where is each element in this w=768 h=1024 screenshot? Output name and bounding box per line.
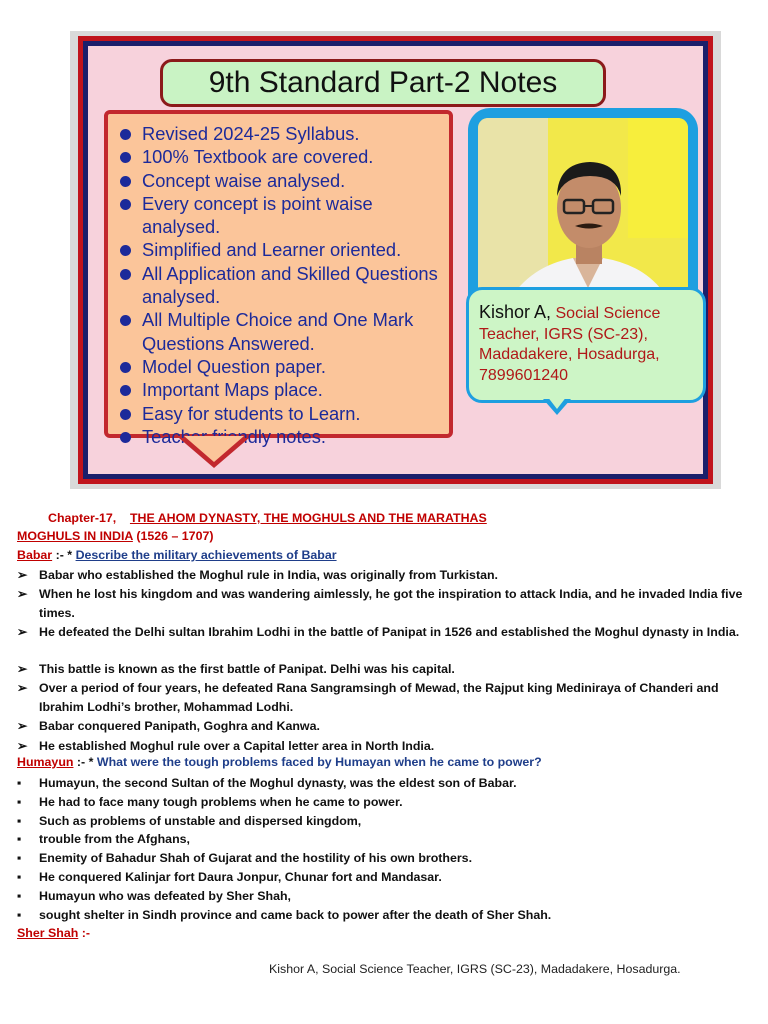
humayun-question: What were the tough problems faced by Humayan when he came to power?: [96, 755, 542, 769]
banner-red-border: [78, 36, 713, 484]
square-bullet-icon: ▪: [17, 851, 22, 865]
square-bullet-icon: ▪: [17, 795, 22, 809]
feature-item: Easy for students to Learn.: [118, 402, 443, 425]
humayun-point: ▪ He had to face many tough problems when he came to power.: [17, 793, 757, 812]
square-bullet-icon: ▪: [17, 776, 22, 790]
square-bullet-icon: ▪: [17, 814, 22, 828]
feature-item: Every concept is point waise analysed.: [118, 192, 443, 239]
babar-point: ➢ He established Moghul rule over a Capital letter area in North India.: [17, 737, 757, 756]
section-title: MOGHULS IN INDIA: [17, 529, 133, 543]
humayun-point: ▪ sought shelter in Sindh province and came back to power after the death of Sher Shah.: [17, 906, 757, 925]
feature-item: 100% Textbook are covered.: [118, 145, 443, 168]
square-bullet-icon: ▪: [17, 870, 22, 884]
section-heading: [17, 529, 214, 543]
features-list: [118, 122, 443, 448]
arrow-bullet-icon: ➢: [17, 625, 28, 639]
arrow-bullet-icon: ➢: [17, 662, 28, 676]
arrow-bullet-icon: ➢: [17, 681, 28, 695]
author-phone: 7899601240: [479, 366, 568, 384]
babar-question: Describe the military achievements of Babar: [75, 548, 337, 562]
shershah-sep: :-: [81, 926, 91, 940]
babar-point: ➢ Babar conquered Panipath, Goghra and Kanwa.: [17, 717, 757, 736]
humayun-title: Humayun: [17, 755, 74, 769]
humayun-point: ▪ trouble from the Afghans,: [17, 830, 757, 849]
babar-sep: :- *: [55, 548, 73, 562]
arrow-bullet-icon: ➢: [17, 587, 28, 601]
feature-item: All Application and Skilled Questions analysed.: [118, 262, 443, 309]
author-details: Social Science Teacher, IGRS (SC-23), Madadakere, Hosadurga,: [479, 305, 661, 363]
babar-title: Babar: [17, 548, 53, 562]
feature-item: Revised 2024-25 Syllabus.: [118, 122, 443, 145]
square-bullet-icon: ▪: [17, 889, 22, 903]
banner-title: 9th Standard Part-2 Notes: [160, 59, 606, 107]
feature-item: Concept waise analysed.: [118, 169, 443, 192]
feature-item: Simplified and Learner oriented.: [118, 238, 443, 261]
square-bullet-icon: ▪: [17, 908, 22, 922]
humayun-point: ▪ Humayun, the second Sultan of the Moghul dynasty, was the eldest son of Babar.: [17, 774, 757, 793]
humayun-point: ▪ Enemity of Bahadur Shah of Gujarat and the hostility of his own brothers.: [17, 849, 757, 868]
features-callout: [104, 110, 453, 447]
babar-point: ➢ He defeated the Delhi sultan Ibrahim Lodhi in the battle of Panipat in 1526 and established the Moghul dynasty in India.: [17, 623, 757, 642]
author-info-callout: [466, 287, 706, 403]
chapter-title: THE AHOM DYNASTY, THE MOGHULS AND THE MARATHAS: [129, 511, 487, 525]
feature-item: Important Maps place.: [118, 378, 443, 401]
feature-item: All Multiple Choice and One Mark Questions Answered.: [118, 308, 443, 355]
banner-navy-border: [83, 41, 708, 479]
humayun-sep: :- *: [76, 755, 94, 769]
arrow-bullet-icon: ➢: [17, 739, 28, 753]
humayun-point: ▪ He conquered Kalinjar fort Daura Jonpur, Chunar fort and Mandasar.: [17, 868, 757, 887]
callout-pointer: [179, 438, 249, 468]
section-period: (1526 – 1707): [136, 529, 214, 543]
author-name: Kishor A,: [479, 302, 552, 322]
shershah-title: Sher Shah: [17, 926, 79, 940]
humayun-point: ▪ Such as problems of unstable and dispersed kingdom,: [17, 812, 757, 831]
babar-point: ➢ When he lost his kingdom and was wandering aimlessly, he got the inspiration to attack India, and he invaded India five times.: [17, 587, 743, 620]
feature-item: Model Question paper.: [118, 355, 443, 378]
arrow-bullet-icon: ➢: [17, 568, 28, 582]
page-footer: Kishor A, Social Science Teacher, IGRS (SC-23), Madadakere, Hosadurga.: [269, 962, 681, 976]
humayun-heading: [17, 755, 542, 769]
babar-point: ➢ This battle is known as the first battle of Panipat. Delhi was his capital.: [17, 660, 757, 679]
chapter-number: Chapter-17,: [48, 511, 117, 525]
babar-heading: [17, 548, 337, 562]
square-bullet-icon: ▪: [17, 832, 22, 846]
humayun-point: ▪ Humayun who was defeated by Sher Shah,: [17, 887, 757, 906]
shershah-heading: [17, 926, 90, 940]
banner-panel: [88, 46, 703, 474]
babar-point: ➢ Babar who established the Moghul rule in India, was originally from Turkistan.: [17, 566, 757, 585]
feature-item: Teacher friendly notes.: [118, 425, 443, 448]
promo-banner: [70, 31, 721, 489]
arrow-bullet-icon: ➢: [17, 719, 28, 733]
babar-point: ➢ Over a period of four years, he defeated Rana Sangramsingh of Mewad, the Rajput king Mediniraya of Chanderi and Ibrahim Lodhi’s brother, Mohammad Lodhi.: [17, 681, 719, 714]
chapter-heading: [48, 511, 487, 525]
info-callout-tail: [543, 399, 571, 415]
